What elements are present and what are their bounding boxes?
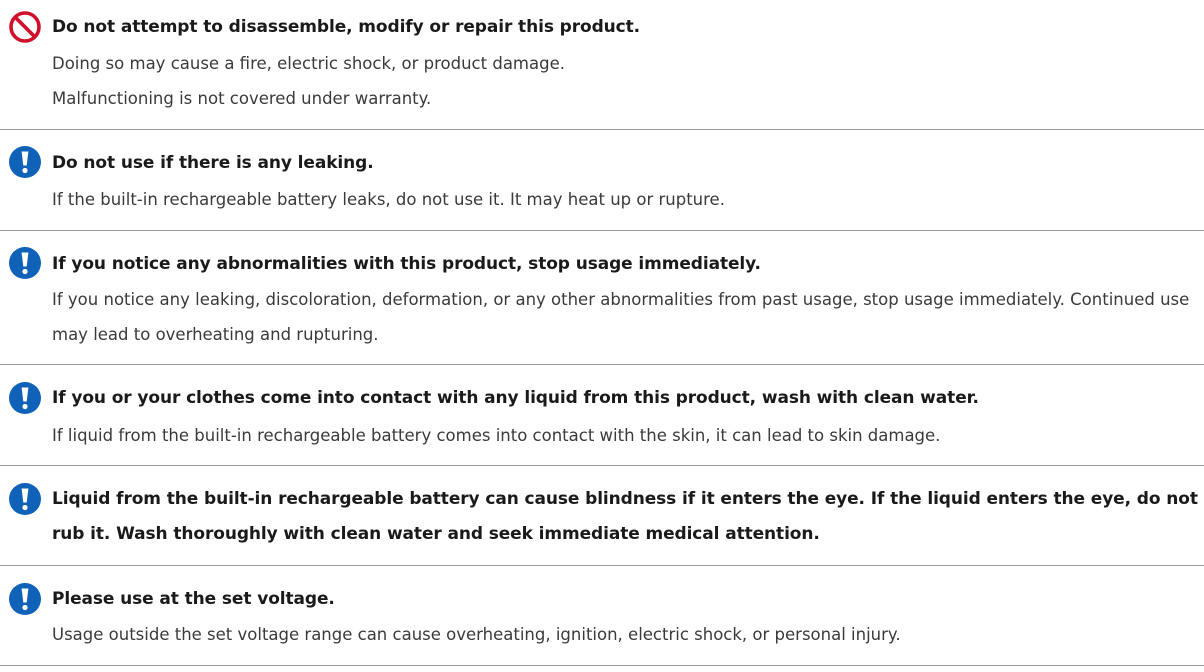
exclamation-icon [8,381,42,415]
warning-item [0,145,1204,220]
prohibition-icon [8,10,42,44]
divider [0,465,1204,466]
warning-heading: Do not attempt to disassemble, modify or repair this product. [52,17,641,37]
exclamation-icon [8,246,42,280]
divider [0,364,1204,365]
warning-description: Usage outside the set voltage range can cause overheating, ignition, electric shock, or personal injury. [52,625,901,644]
divider [0,129,1204,130]
exclamation-icon [8,145,42,179]
warning-heading: Please use at the set voltage. [52,589,335,609]
warning-item [0,246,1204,356]
warning-item [0,10,1204,120]
warning-description: Doing so may cause a fire, electric shock, or product damage. [52,54,565,73]
warning-heading: Liquid from the built-in rechargeable battery can cause blindness if it enters the eye. If the liquid enters the eye, do not rub it. Wash thoroughly with clean water and seek immediate medical attention. [52,489,1198,544]
warning-item [0,381,1204,456]
warning-heading: If you or your clothes come into contact with any liquid from this product, wash with clean water. [52,388,979,408]
warning-item [0,582,1204,657]
warning-heading: Do not use if there is any leaking. [52,153,374,173]
divider [0,665,1204,666]
divider [0,565,1204,566]
warning-description: If liquid from the built-in rechargeable battery comes into contact with the skin, it can lead to skin damage. [52,426,941,445]
warning-description: If you notice any leaking, discoloration, deformation, or any other abnormalities from past usage, stop usage immediately. Continued use may lead to overheating and rupturing. [52,290,1190,344]
warning-item [0,482,1204,557]
warning-description: If the built-in rechargeable battery leaks, do not use it. It may heat up or rupture. [52,190,725,209]
exclamation-icon [8,482,42,516]
warning-description: Malfunctioning is not covered under warranty. [52,89,432,108]
exclamation-icon [8,582,42,616]
warning-heading: If you notice any abnormalities with this product, stop usage immediately. [52,254,761,274]
divider [0,230,1204,231]
